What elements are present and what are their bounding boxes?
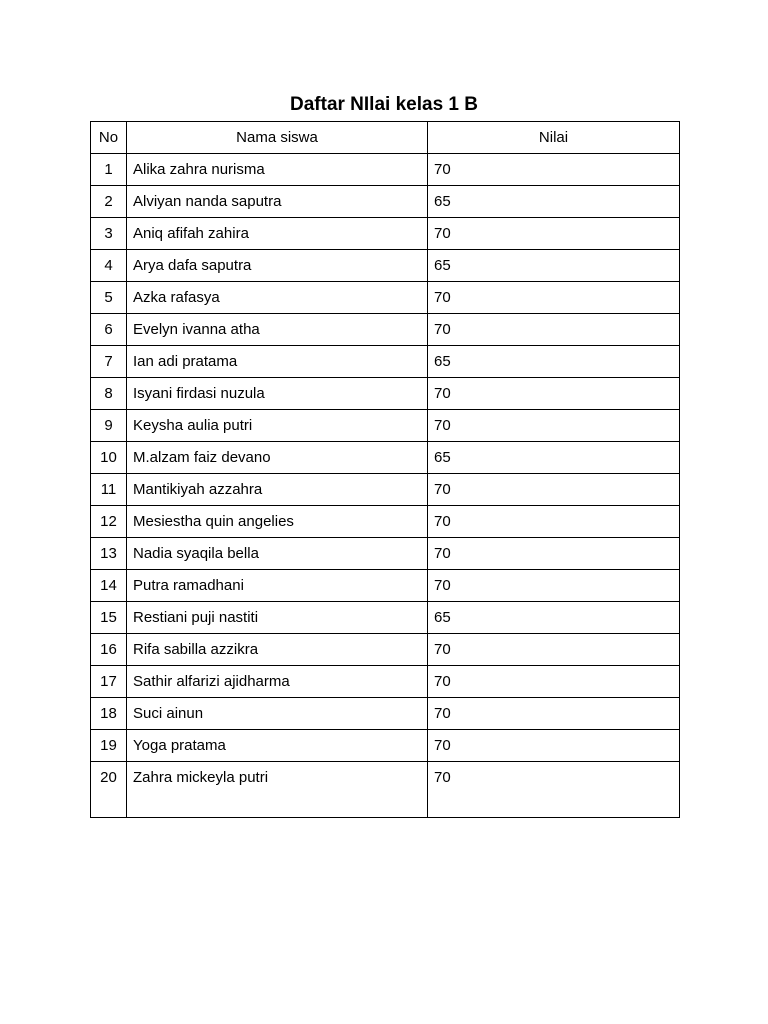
- table-row: [91, 314, 680, 346]
- student-name: M.alzam faiz devano: [127, 442, 428, 474]
- student-score: 70: [428, 282, 680, 314]
- table-row: [91, 602, 680, 634]
- row-number: 3: [91, 218, 127, 250]
- table-row: [91, 346, 680, 378]
- table-row: [91, 538, 680, 570]
- student-name: Restiani puji nastiti: [127, 602, 428, 634]
- student-name: Mantikiyah azzahra: [127, 474, 428, 506]
- student-name: Keysha aulia putri: [127, 410, 428, 442]
- student-score: 70: [428, 506, 680, 538]
- row-number: 5: [91, 282, 127, 314]
- row-number: 4: [91, 250, 127, 282]
- table-row: [91, 634, 680, 666]
- student-score: 70: [428, 730, 680, 762]
- table-body: [91, 154, 680, 818]
- header-score: Nilai: [428, 122, 680, 154]
- row-number: 2: [91, 186, 127, 218]
- row-number: 14: [91, 570, 127, 602]
- student-name: Evelyn ivanna atha: [127, 314, 428, 346]
- row-number: 17: [91, 666, 127, 698]
- student-score: 70: [428, 666, 680, 698]
- table-row: [91, 186, 680, 218]
- row-number: 20: [91, 762, 127, 818]
- student-score: 70: [428, 378, 680, 410]
- student-name: Alika zahra nurisma: [127, 154, 428, 186]
- page-title: Daftar NIlai kelas 1 B: [290, 94, 478, 115]
- table-row: [91, 282, 680, 314]
- student-score: 65: [428, 602, 680, 634]
- student-name: Arya dafa saputra: [127, 250, 428, 282]
- student-name: Putra ramadhani: [127, 570, 428, 602]
- student-name: Rifa sabilla azzikra: [127, 634, 428, 666]
- student-name: Aniq afifah zahira: [127, 218, 428, 250]
- table-row: [91, 506, 680, 538]
- student-name: Alviyan nanda saputra: [127, 186, 428, 218]
- table-header-row: [91, 122, 680, 154]
- header-no: No: [91, 122, 127, 154]
- table-row: [91, 762, 680, 818]
- student-score: 65: [428, 346, 680, 378]
- student-score: 70: [428, 410, 680, 442]
- table-row: [91, 218, 680, 250]
- table-row: [91, 570, 680, 602]
- student-name: Nadia syaqila bella: [127, 538, 428, 570]
- row-number: 12: [91, 506, 127, 538]
- student-score: 70: [428, 314, 680, 346]
- table-row: [91, 154, 680, 186]
- row-number: 11: [91, 474, 127, 506]
- student-name: Azka rafasya: [127, 282, 428, 314]
- student-score: 70: [428, 762, 680, 818]
- row-number: 16: [91, 634, 127, 666]
- student-score: 65: [428, 186, 680, 218]
- row-number: 13: [91, 538, 127, 570]
- row-number: 7: [91, 346, 127, 378]
- student-score: 65: [428, 250, 680, 282]
- student-name: Mesiestha quin angelies: [127, 506, 428, 538]
- row-number: 1: [91, 154, 127, 186]
- table-row: [91, 250, 680, 282]
- student-name: Ian adi pratama: [127, 346, 428, 378]
- row-number: 15: [91, 602, 127, 634]
- row-number: 10: [91, 442, 127, 474]
- student-score: 70: [428, 474, 680, 506]
- table-row: [91, 666, 680, 698]
- student-name: Sathir alfarizi ajidharma: [127, 666, 428, 698]
- student-score: 70: [428, 154, 680, 186]
- table-row: [91, 410, 680, 442]
- table-row: [91, 474, 680, 506]
- row-number: 9: [91, 410, 127, 442]
- student-score: 70: [428, 570, 680, 602]
- student-score: 70: [428, 218, 680, 250]
- student-name: Suci ainun: [127, 698, 428, 730]
- table-row: [91, 442, 680, 474]
- student-name: Yoga pratama: [127, 730, 428, 762]
- table-row: [91, 698, 680, 730]
- row-number: 18: [91, 698, 127, 730]
- table-row: [91, 378, 680, 410]
- row-number: 6: [91, 314, 127, 346]
- student-name: Isyani firdasi nuzula: [127, 378, 428, 410]
- grades-table: [90, 121, 680, 818]
- student-score: 70: [428, 698, 680, 730]
- student-score: 70: [428, 538, 680, 570]
- student-score: 65: [428, 442, 680, 474]
- row-number: 8: [91, 378, 127, 410]
- header-name: Nama siswa: [127, 122, 428, 154]
- student-score: 70: [428, 634, 680, 666]
- row-number: 19: [91, 730, 127, 762]
- table-row: [91, 730, 680, 762]
- student-name: Zahra mickeyla putri: [127, 762, 428, 818]
